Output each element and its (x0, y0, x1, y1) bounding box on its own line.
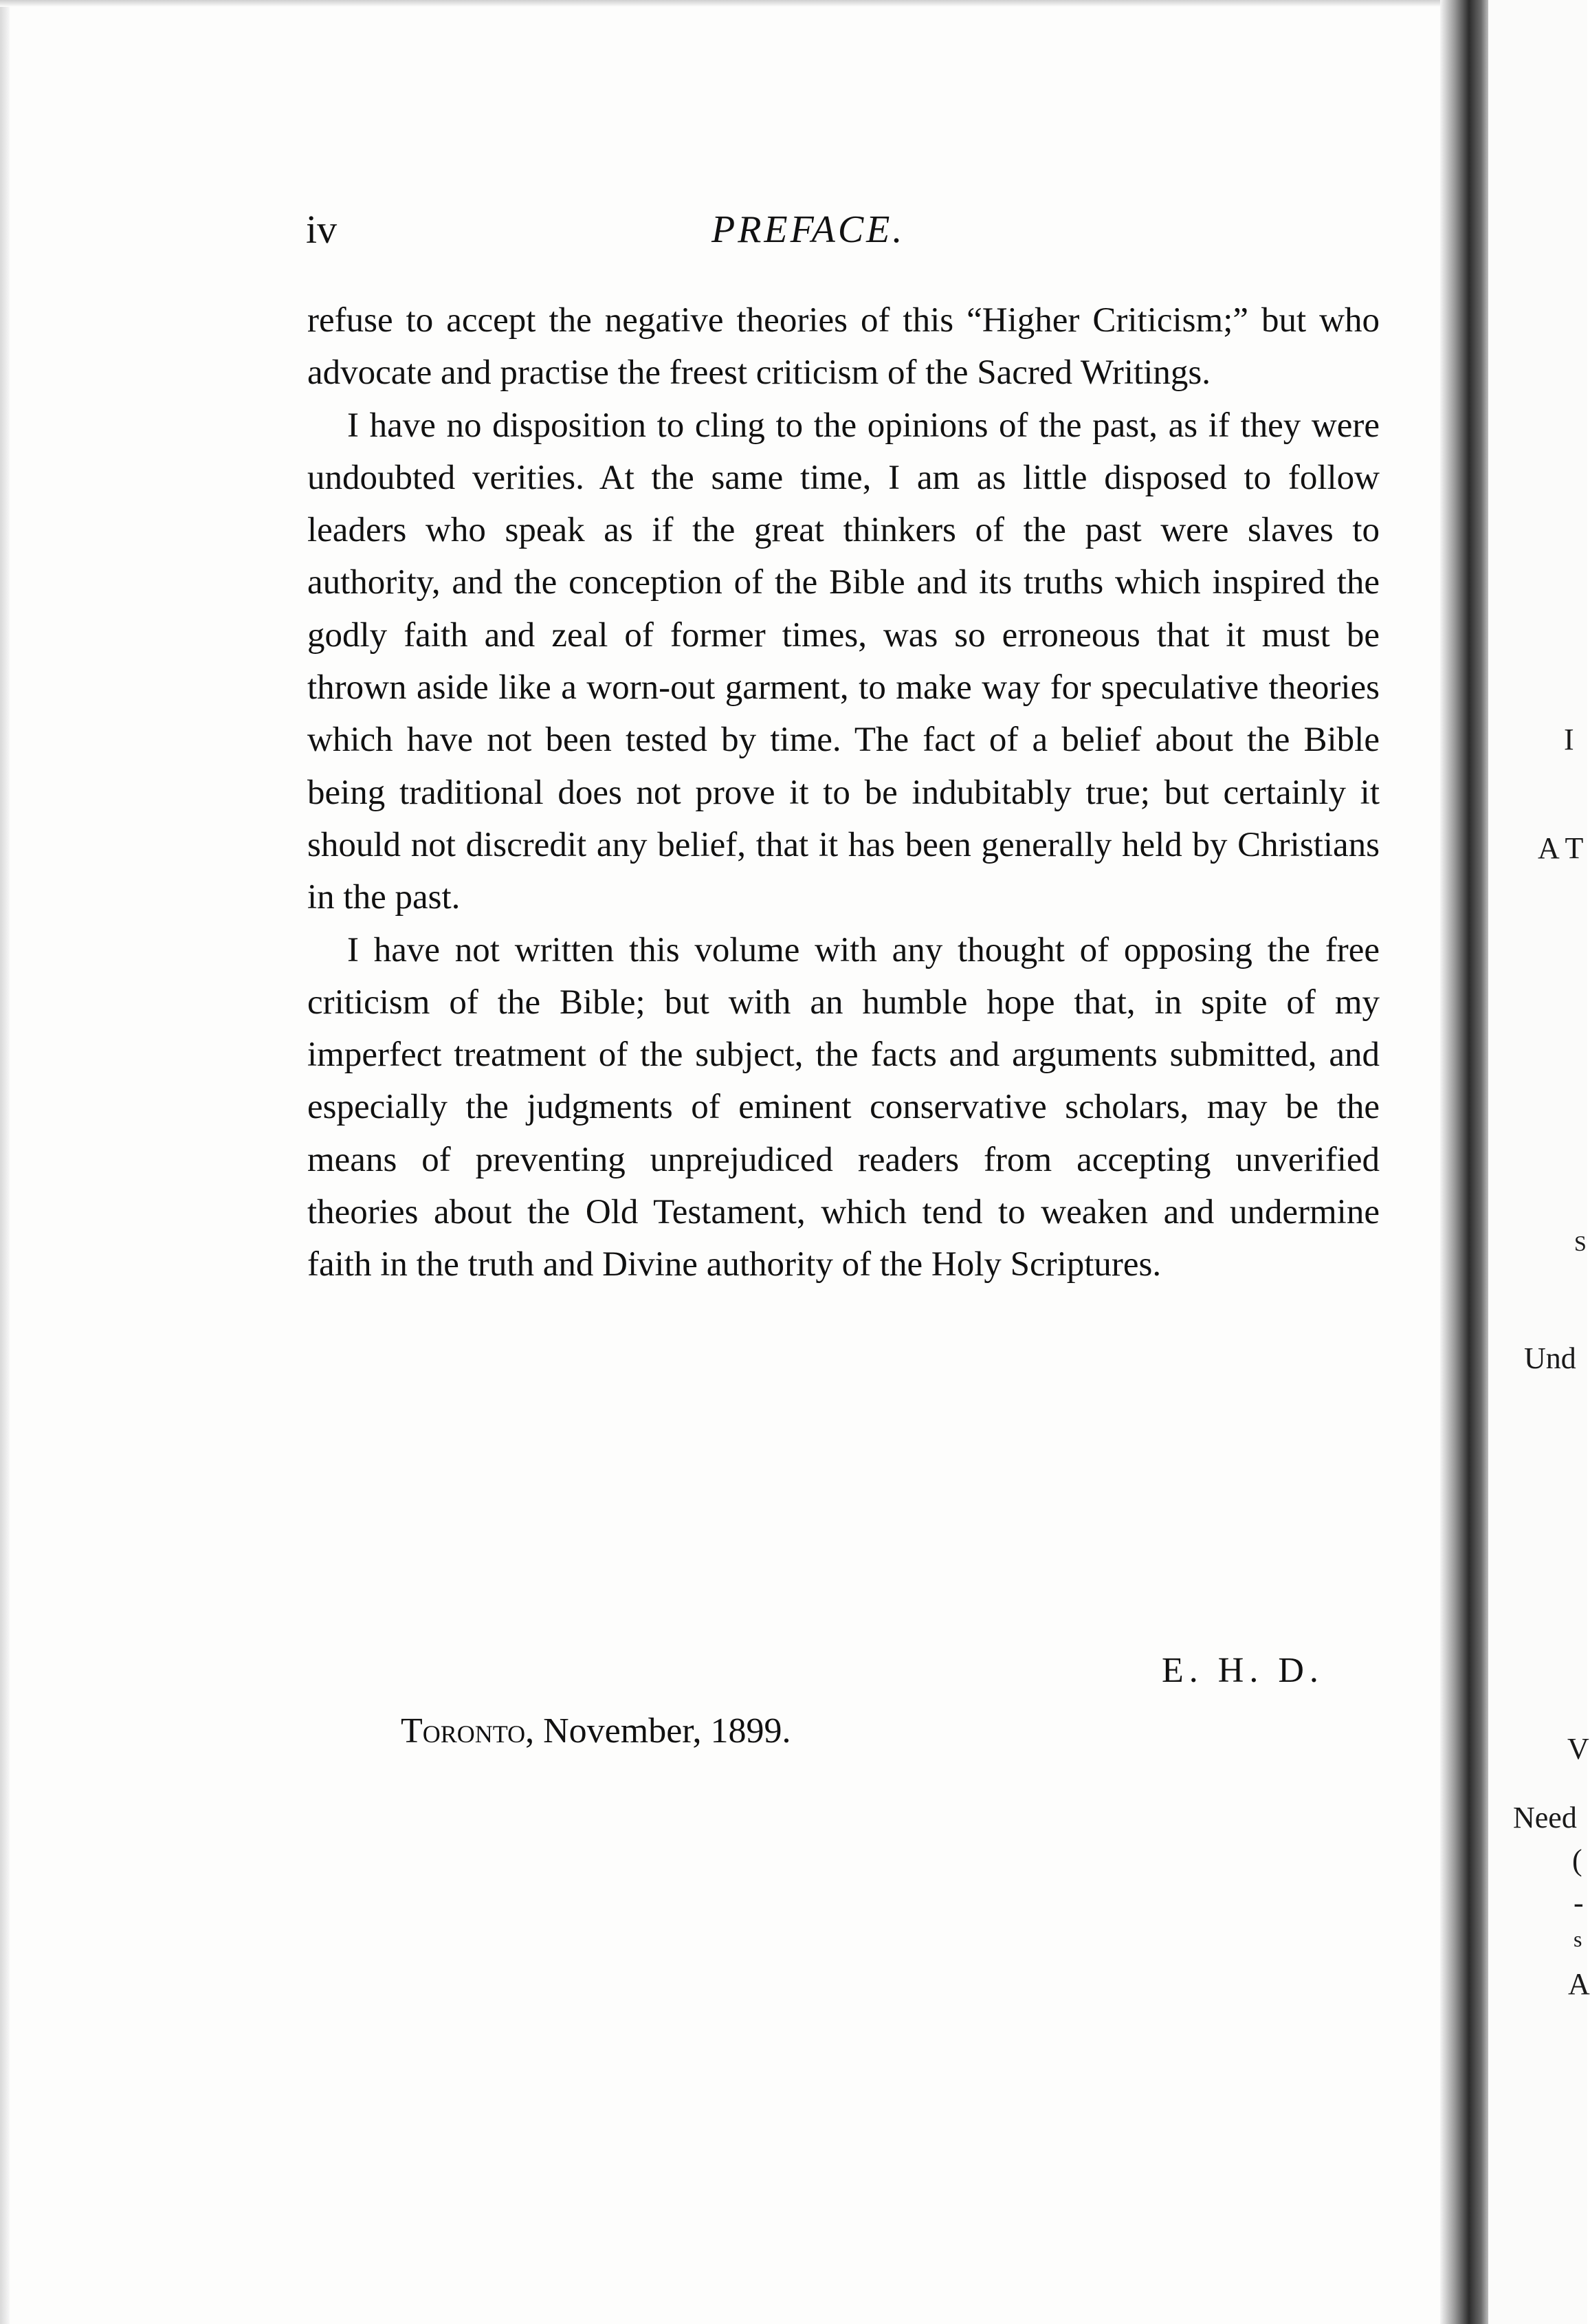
page-left-edge (0, 0, 10, 2324)
facing-page-fragment: A T (1538, 831, 1584, 865)
paragraph-1: refuse to accept the negative theories of this “Higher Criticism;” but who advocate and practise the freest criticism of the Sacred Writings. (307, 301, 1380, 393)
facing-page-edge (1488, 0, 1590, 2324)
facing-page-fragment: - (1574, 1886, 1584, 1920)
facing-page-fragment: Und (1524, 1341, 1576, 1375)
page-number: iv (306, 207, 338, 252)
facing-page-fragment: V (1567, 1732, 1589, 1766)
dateline-place: Toronto (401, 1711, 526, 1751)
book-gutter (1440, 0, 1488, 2324)
running-head (306, 206, 1378, 261)
facing-page-fragment: S (1574, 1231, 1587, 1256)
running-head-title: PREFACE. (711, 208, 905, 251)
dateline-date: , November, 1899. (525, 1711, 791, 1751)
facing-page-fragment: A (1568, 1967, 1590, 2001)
facing-page-fragment: I (1564, 723, 1574, 756)
facing-page-fragment: s (1574, 1927, 1582, 1951)
facing-page-fragment: ( (1572, 1843, 1582, 1877)
author-initials: E. H. D. (1162, 1651, 1324, 1690)
dateline (401, 1711, 791, 1751)
paragraph-2: I have no disposition to cling to the opinions of the past, as if they were undoubted verities. At the same time, I am as little disposed to follow leaders who speak as if the great thinkers of the past were slaves to authority, and the conception of the Bible and its truths which inspired the godly faith and zeal of former times, was so erroneous that it must be thrown aside like a worn-out garment, to make way for speculative theories which have not been tested by time. The fact of a belief about the Bible being traditional does not prove it to be indubitably true; but certainly it should not discredit any belief, that it has been generally held by Christians in the past. (307, 406, 1380, 917)
page-top-edge (0, 0, 1457, 7)
paragraph-3: I have not written this volume with any thought of opposing the free criticism of the Bible; but with an humble hope that, in spite of my imperfect treatment of the subject, the facts and arguments submitted, and especially the judgments of eminent conservative scholars, may be the means of preventing unprejudiced readers from accepting unverified theories about the Old Testament, which tend to weaken and undermine faith in the truth and Divine authority of the Holy Scriptures. (307, 930, 1380, 1284)
facing-page-fragment: Need (1513, 1801, 1577, 1834)
preface-body (307, 294, 1380, 1291)
